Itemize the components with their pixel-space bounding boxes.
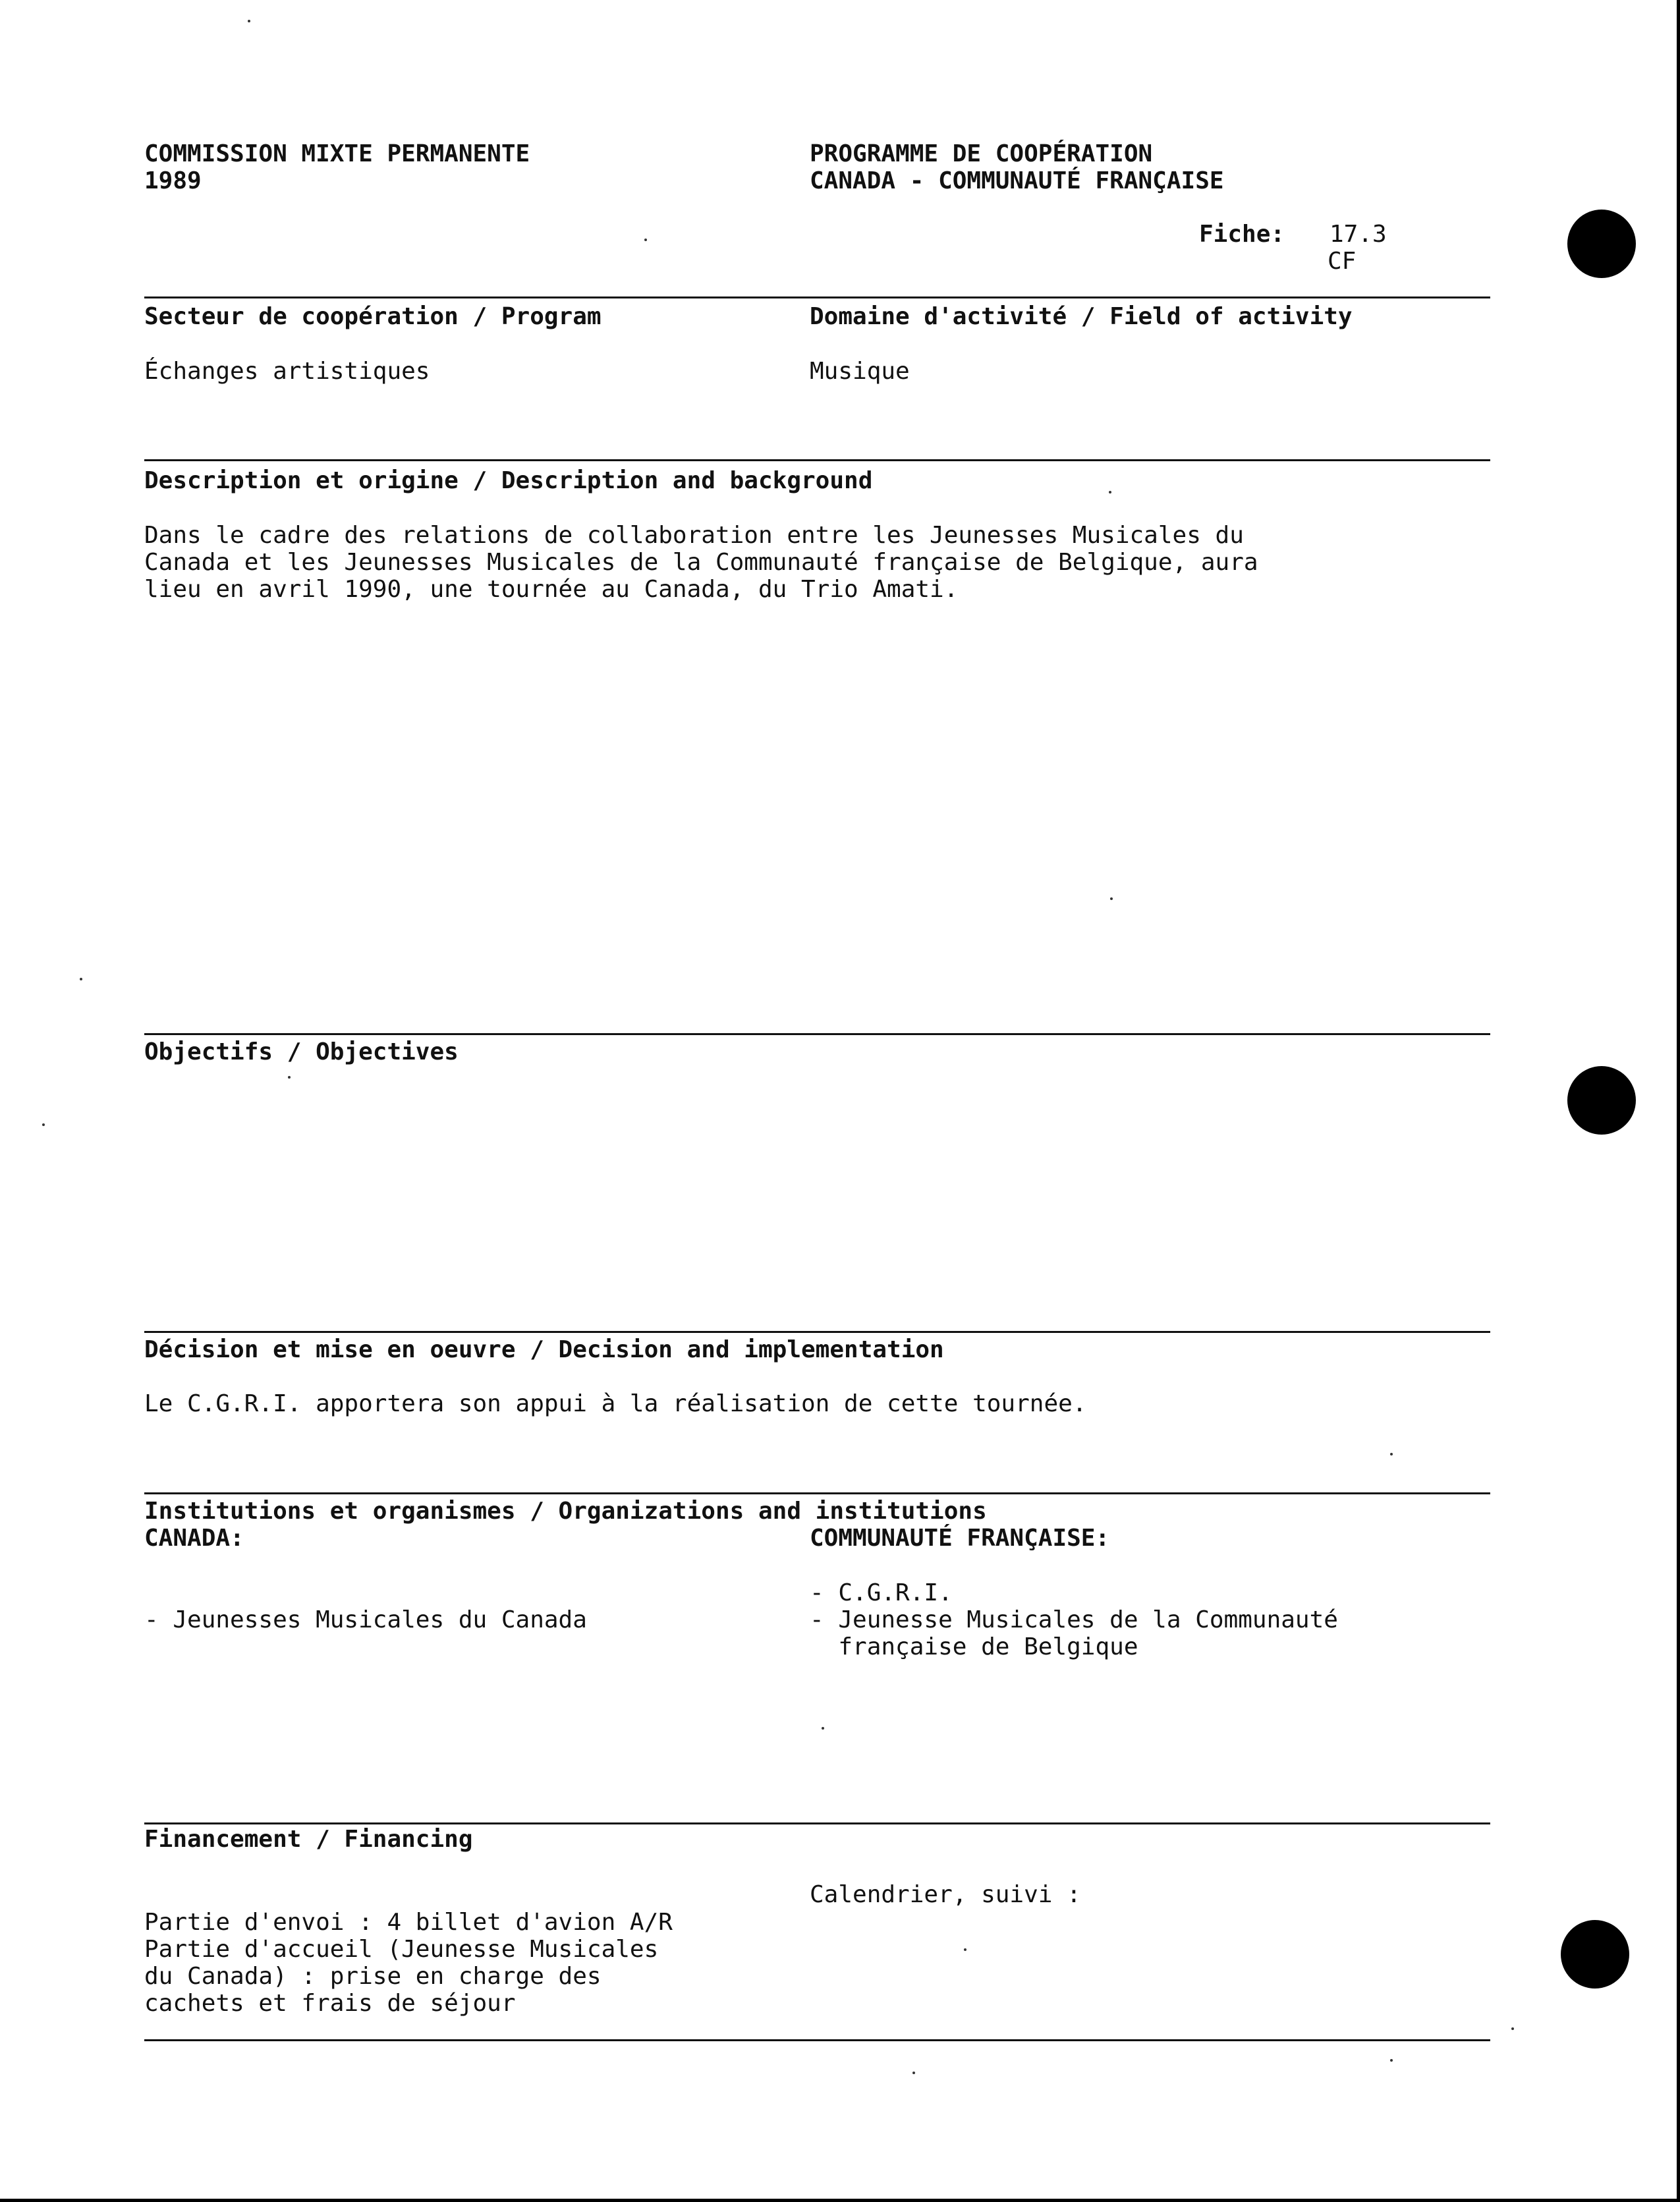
cf-institution-item: - C.G.R.I. [810,1579,953,1606]
sector-value: Échanges artistiques [144,358,430,385]
scan-speck [42,1123,45,1126]
scan-speck [964,1948,966,1951]
cf-institution-item: française de Belgique [810,1633,1138,1660]
divider-rule [144,1331,1490,1333]
scan-border-right [1677,0,1680,2202]
header-year: 1989 [144,167,202,194]
description-line: Dans le cadre des relations de collaboration entre les Jeunesses Musicales du [144,522,1244,549]
institutions-heading: Institutions et organismes / Organizations and institutions [144,1498,987,1525]
decision-heading: Décision et mise en oeuvre / Decision and implementation [144,1336,944,1363]
header-programme-title: PROGRAMME DE COOPÉRATION [810,140,1153,167]
communaute-francaise-label: COMMUNAUTÉ FRANÇAISE: [810,1525,1110,1552]
fiche-label: Fiche: [1199,221,1285,248]
punch-hole-middle [1567,1066,1636,1135]
scan-speck [1110,897,1113,900]
scan-speck [912,2072,915,2074]
financing-line: Partie d'accueil (Jeunesse Musicales [144,1936,659,1963]
scan-speck [1390,2059,1393,2062]
domain-heading: Domaine d'activité / Field of activity [810,303,1353,330]
divider-rule [144,1492,1490,1494]
divider-rule [144,296,1490,298]
domain-value: Musique [810,358,910,385]
scan-speck [644,239,647,241]
financing-heading: Financement / Financing [144,1826,473,1853]
decision-text: Le C.G.R.I. apportera son appui à la réalisation de cette tournée. [144,1390,1087,1417]
canada-institution-item: - Jeunesses Musicales du Canada [144,1606,587,1633]
divider-rule [144,2039,1490,2041]
punch-hole-bottom [1561,1920,1629,1989]
header-commission-title: COMMISSION MIXTE PERMANENTE [144,140,530,167]
financing-line: du Canada) : prise en charge des [144,1963,602,1990]
description-heading: Description et origine / Description and background [144,467,873,494]
cf-institution-item: - Jeunesse Musicales de la Communauté [810,1606,1338,1633]
description-line: lieu en avril 1990, une tournée au Canada, du Trio Amati. [144,576,959,603]
scan-speck [1109,491,1111,494]
description-line: Canada et les Jeunesses Musicales de la Communauté française de Belgique, aura [144,549,1258,576]
divider-rule [144,1822,1490,1824]
calendar-label: Calendrier, suivi : [810,1881,1081,1908]
sector-heading: Secteur de coopération / Program [144,303,602,330]
canada-label: CANADA: [144,1525,244,1552]
scan-speck [288,1076,291,1079]
financing-line: cachets et frais de séjour [144,1990,516,2017]
scan-speck [1390,1453,1393,1455]
scan-speck [1511,2027,1514,2030]
scan-speck [248,20,250,22]
header-programme-subtitle: CANADA - COMMUNAUTÉ FRANÇAISE [810,167,1224,194]
fiche-code: CF [1328,248,1357,275]
fiche-number: 17.3 [1330,221,1387,248]
objectives-heading: Objectifs / Objectives [144,1038,459,1065]
scan-speck [822,1727,824,1730]
divider-rule [144,1033,1490,1035]
scan-speck [80,978,82,980]
scan-border-bottom [0,2199,1680,2202]
punch-hole-top [1567,210,1636,278]
divider-rule [144,459,1490,461]
financing-line: Partie d'envoi : 4 billet d'avion A/R [144,1909,673,1936]
